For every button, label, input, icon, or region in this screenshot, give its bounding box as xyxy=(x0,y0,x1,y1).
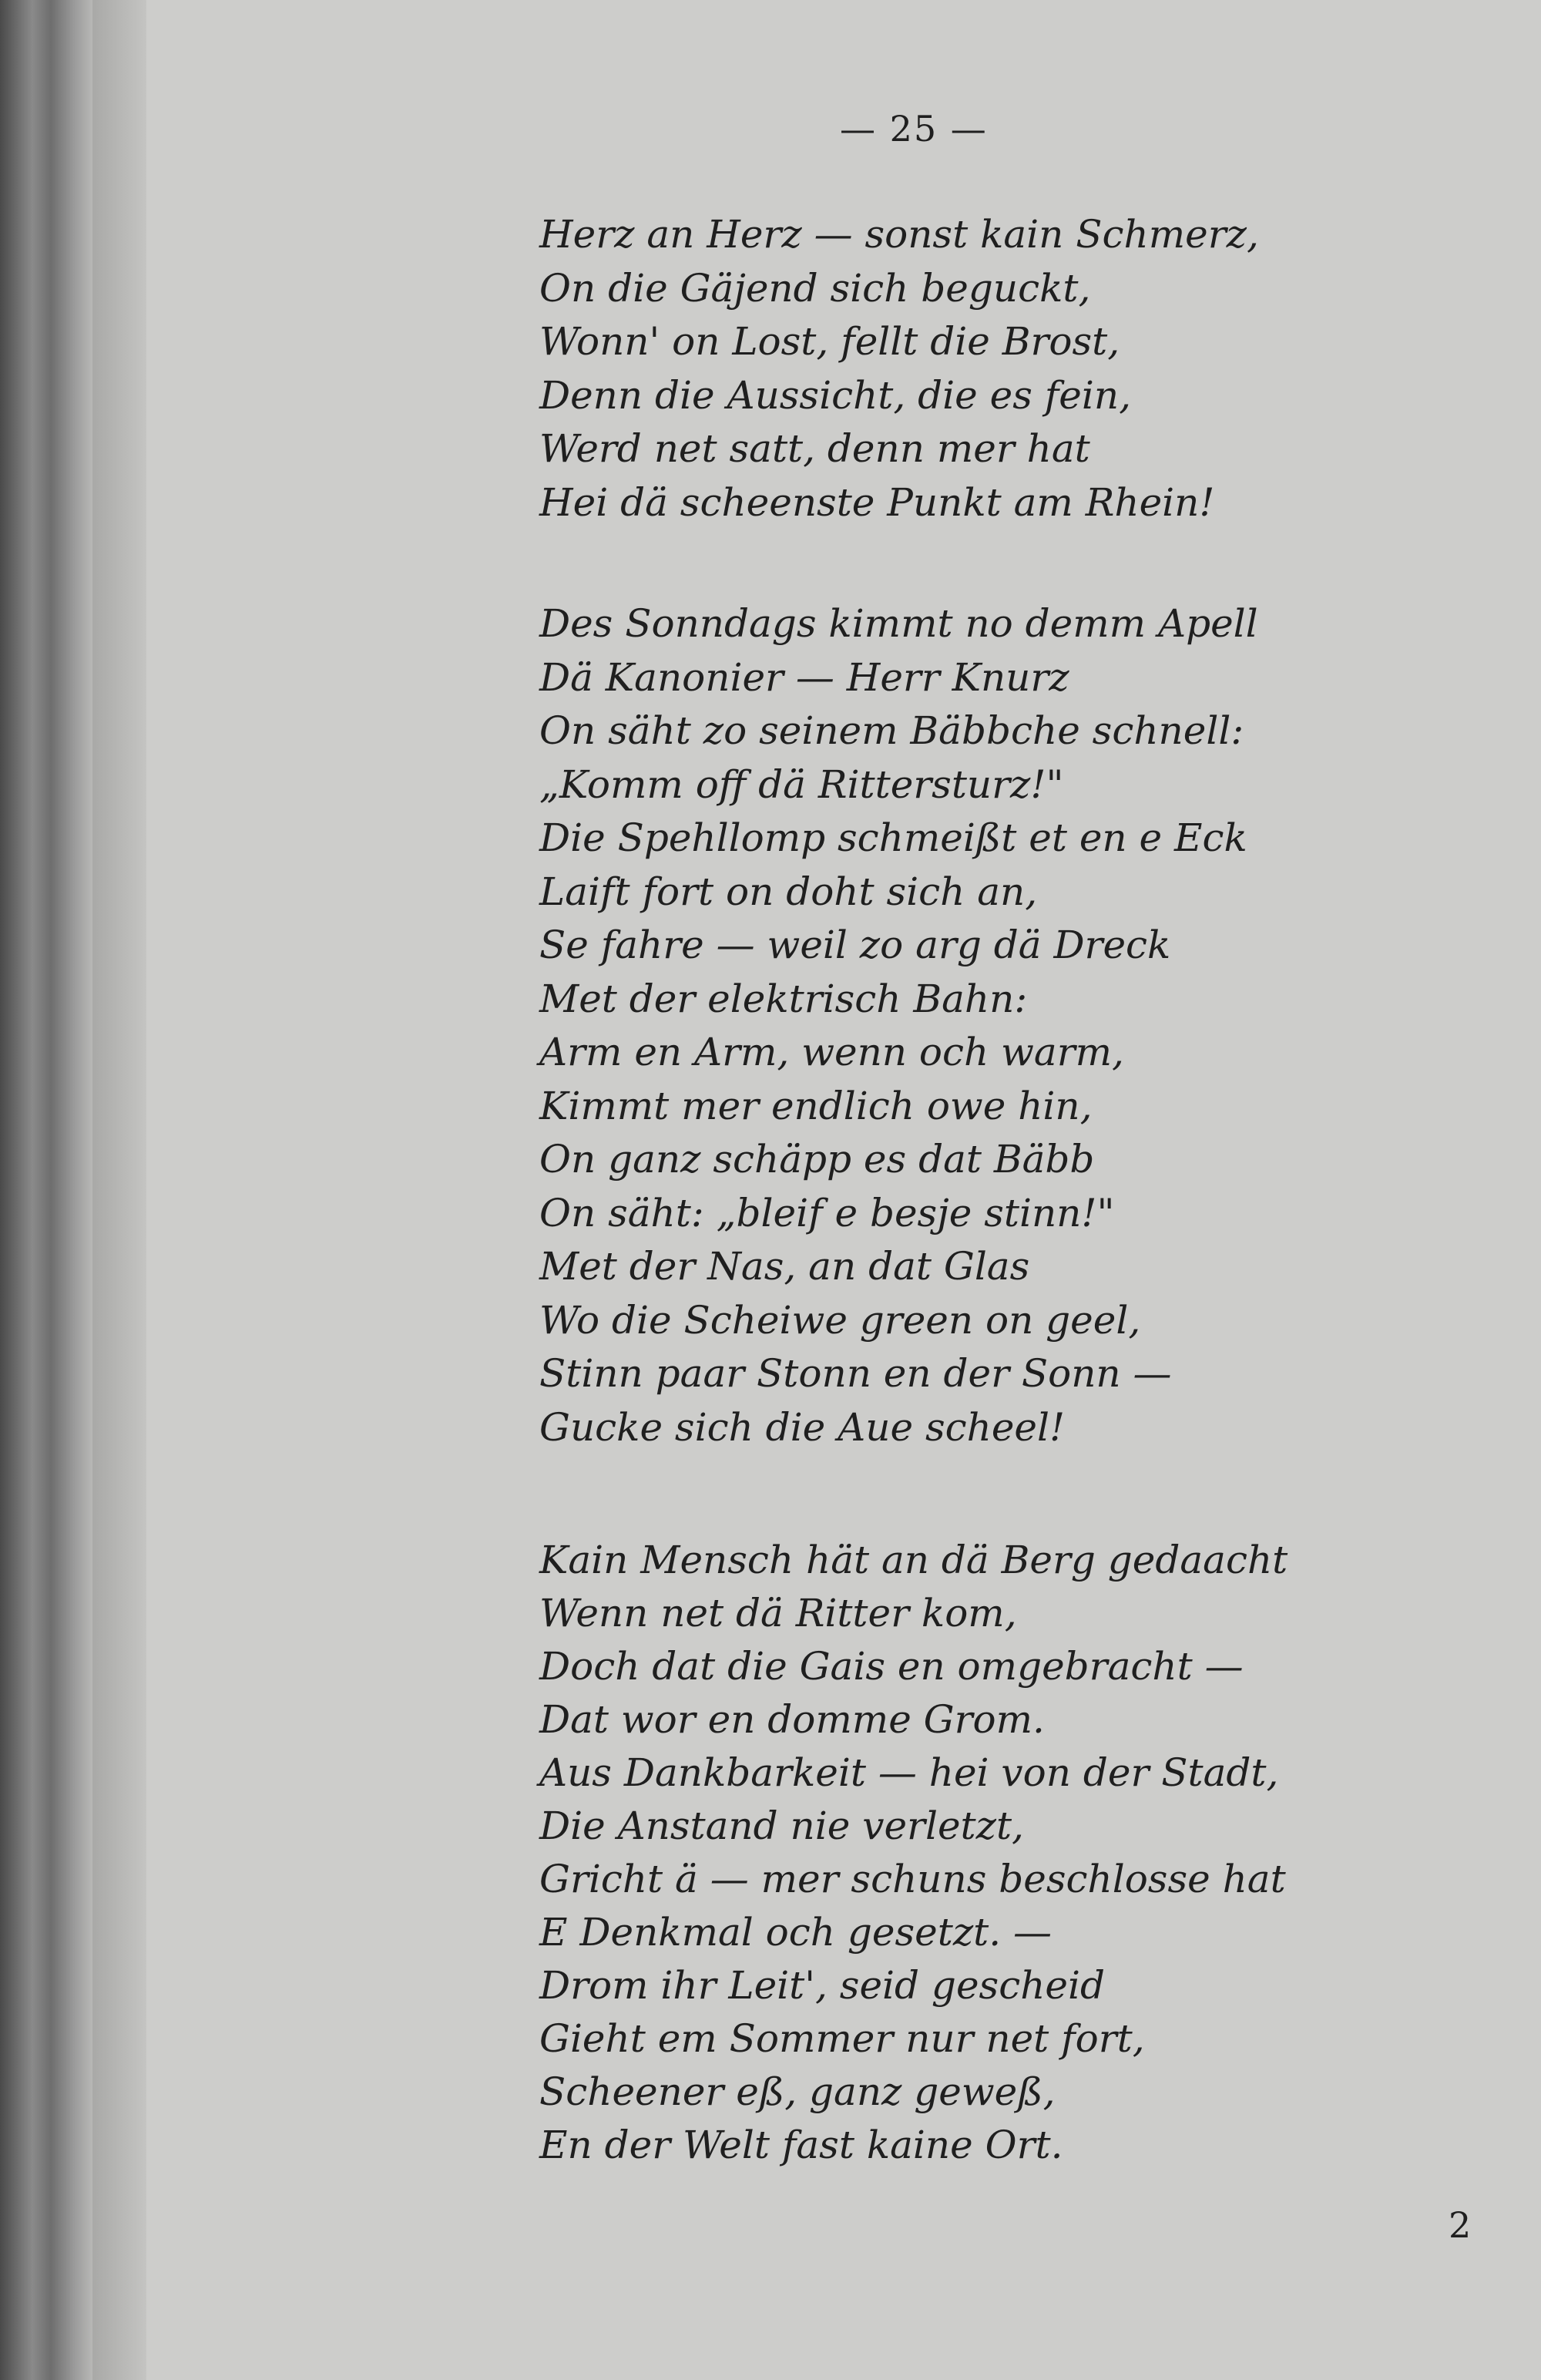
verse-line: Met der elektrisch Bahn: xyxy=(539,976,1028,1021)
verse-line: On säht: „bleif e besje stinn!" xyxy=(539,1190,1115,1235)
signature-mark: 2 xyxy=(1449,2204,1472,2246)
verse-line: Doch dat die Gais en omgebracht — xyxy=(539,1644,1244,1689)
verse-line: Denn die Aussicht, die es fein, xyxy=(539,372,1131,418)
verse-line: Drom ihr Leit', seid gescheid xyxy=(539,1963,1105,2008)
verse-line: Met der Nas, an dat Glas xyxy=(539,1244,1030,1289)
verse-line: Aus Dankbarkeit — hei von der Stadt, xyxy=(539,1750,1279,1795)
verse-line: Stinn paar Stonn en der Sonn — xyxy=(539,1351,1172,1396)
verse-line: Gieht em Sommer nur net fort, xyxy=(539,2016,1145,2061)
verse-line: Scheener eß, ganz geweß, xyxy=(539,2069,1056,2114)
verse-line: Wo die Scheiwe green on geel, xyxy=(539,1297,1141,1343)
verse-line: On ganz schäpp es dat Bäbb xyxy=(539,1137,1095,1182)
stanza-2 xyxy=(539,597,1387,1454)
verse-line: Kain Mensch hät an dä Berg gedaacht xyxy=(539,1538,1288,1582)
verse-line: Dä Kanonier — Herr Knurz xyxy=(539,654,1069,700)
spine-shadow xyxy=(92,0,146,2380)
page-number: — 25 — xyxy=(840,108,988,150)
verse-line: Hei dä scheenste Punkt am Rhein! xyxy=(539,479,1215,525)
verse-line: Wenn net dä Ritter kom, xyxy=(539,1591,1017,1635)
verse-line: En der Welt fast kaine Ort. xyxy=(539,2123,1063,2167)
verse-line: Die Anstand nie verletzt, xyxy=(539,1803,1024,1848)
book-page xyxy=(146,0,1541,2380)
verse-line: On säht zo seinem Bäbbche schnell: xyxy=(539,708,1244,753)
verse-line: Des Sonndags kimmt no demm Apell xyxy=(539,601,1258,646)
verse-line: Se fahre — weil zo arg dä Dreck xyxy=(539,923,1171,967)
verse-line: Die Spehllomp schmeißt et en e Eck xyxy=(539,815,1247,860)
verse-line: Dat wor en domme Grom. xyxy=(539,1697,1045,1742)
book-binding xyxy=(0,0,92,2380)
verse-line: Gucke sich die Aue scheel! xyxy=(539,1404,1066,1450)
verse-line: „Komm off dä Rittersturz!" xyxy=(539,761,1064,807)
stanza-3 xyxy=(539,1534,1387,2172)
verse-line: Laift fort on doht sich an, xyxy=(539,869,1038,914)
verse-line: Werd net satt, denn mer hat xyxy=(539,426,1090,471)
stanza-1 xyxy=(539,208,1387,529)
verse-line: Wonn' on Lost, fellt die Brost, xyxy=(539,319,1120,364)
verse-line: E Denkmal och gesetzt. — xyxy=(539,1910,1053,1955)
verse-line: Kimmt mer endlich owe hin, xyxy=(539,1083,1093,1128)
verse-line: Herz an Herz — sonst kain Schmerz, xyxy=(539,212,1259,257)
verse-line: Arm en Arm, wenn och warm, xyxy=(539,1030,1124,1074)
verse-line: Gricht ä — mer schuns beschlosse hat xyxy=(539,1857,1286,1901)
verse-line: On die Gäjend sich beguckt, xyxy=(539,265,1091,311)
